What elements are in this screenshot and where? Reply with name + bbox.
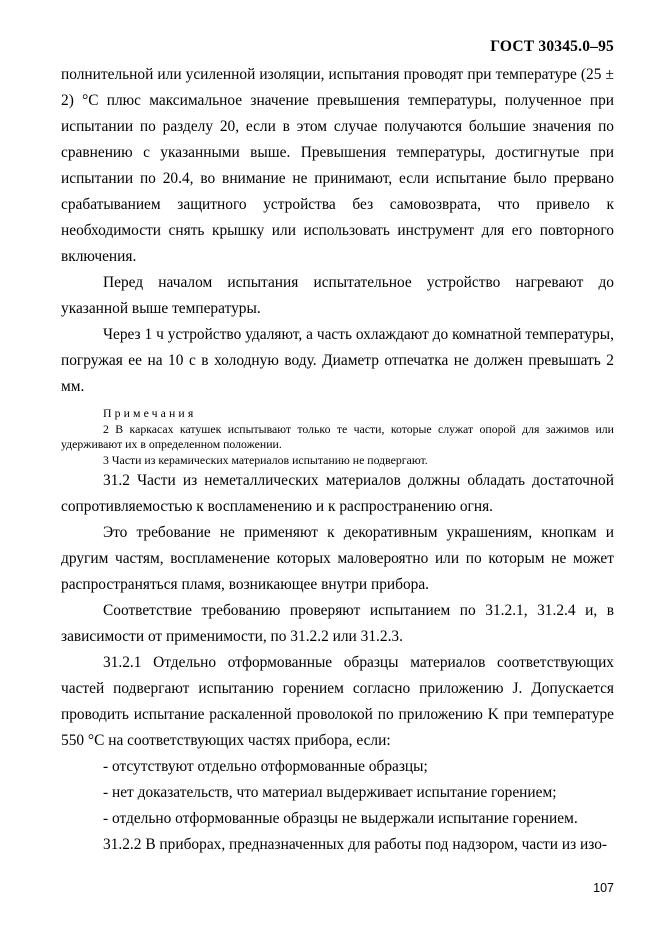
paragraph-31-2-1: 31.2.1 Отдельно отформованные образцы материалов соответствующих частей подвергают испытанию горением согласно приложению J. Допускается проводить испытание раскаленной проволокой по приложению K при температуре 550 °С на соответствующих частях прибора, если: — [61, 654, 614, 749]
list-item: - отдельно отформованные образцы не выдержали испытание горением. — [103, 810, 578, 827]
list-item: - отсутствуют отдельно отформованные образцы; — [103, 758, 428, 775]
paragraph-compliance: Соответствие требованию проверяют испытанием по 31.2.1, 31.2.4 и, в зависимости от применимости, по 31.2.2 или 31.2.3. — [61, 602, 614, 645]
paragraph-31-2-2: 31.2.2 В приборах, предназначенных для работы под надзором, части из изо- — [103, 836, 608, 853]
paragraph-exemption: Это требование не применяют к декоративным украшениям, кнопкам и другим частям, воспламенение которых маловероятно или по которым не может распространяться пламя, возникающее внутри прибора. — [61, 524, 614, 593]
document-header: ГОСТ 30345.0–95 — [490, 38, 614, 55]
paragraph-continuation: полнительной или усиленной изоляции, испытания проводят при температуре (25 ± 2) °С плюс максимальное значение превышения температуры, полученное при испытании по разделу 20, если в этом случае получаются большие значения по сравнению с указанными выше. Превышения температуры, достигнутые при испытании по 20.4, во внимание не принимают, если испытание было прервано срабатыванием защитного устройства без самовозврата, что привело к необходимости снять крышку или использовать инструмент для его повторного включения. — [61, 66, 614, 265]
paragraph-cooling: Через 1 ч устройство удаляют, а часть охлаждают до комнатной температуры, погружая ее на 10 с в холодную воду. Диаметр отпечатка не должен превышать 2 мм. — [61, 326, 614, 395]
page-number: 107 — [593, 881, 614, 895]
notes-block — [61, 406, 614, 468]
list-item: - нет доказательств, что материал выдерживает испытание горением; — [103, 784, 557, 801]
note-3: 3 Части из керамических материалов испытанию не подвергают. — [103, 452, 428, 467]
note-2: 2 В каркасах катушек испытывают только те части, которые служат опорой для зажимов или удерживают их в определенном положении. — [61, 421, 614, 451]
notes-title: Примечания — [103, 406, 197, 420]
paragraph-31-2: 31.2 Части из неметаллических материалов должны обладать достаточной сопротивляемостью к воспламенению и к распространению огня. — [61, 472, 614, 515]
page-content — [61, 62, 614, 858]
paragraph-preheat: Перед началом испытания испытательное устройство нагревают до указанной выше температуры. — [61, 274, 614, 317]
